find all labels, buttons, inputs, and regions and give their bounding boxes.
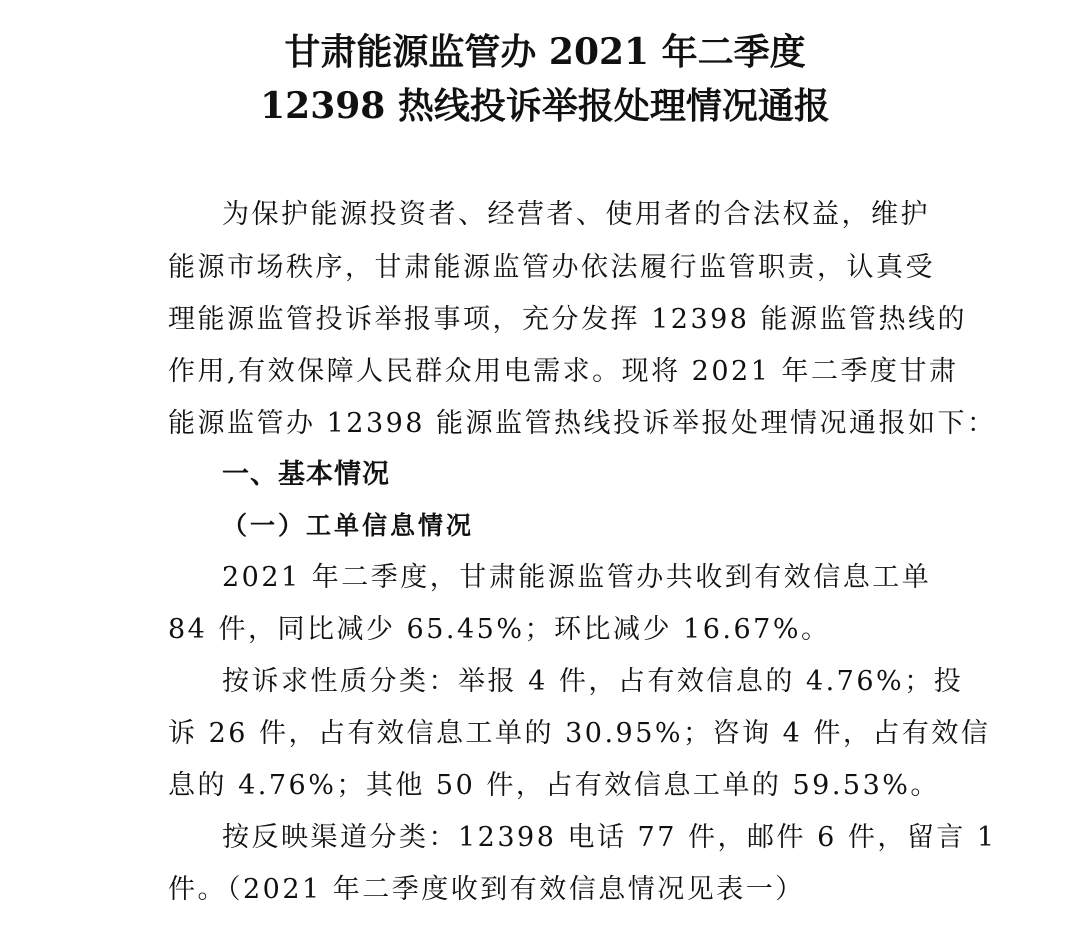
- paragraph-2-line-2: 84 件，同比减少 65.45%；环比减少 16.67%。: [168, 614, 831, 645]
- paragraph-4-line-1: 按反映渠道分类：12398 电话 77 件，邮件 6 件，留言 1: [222, 822, 997, 853]
- section-heading-basic-situation: 一、基本情况: [222, 459, 390, 490]
- paragraph-1-line-5: 能源监管办 12398 能源监管热线投诉举报处理情况通报如下：: [168, 408, 997, 439]
- paragraph-1-line-2: 能源市场秩序，甘肃能源监管办依法履行监管职责，认真受: [168, 252, 935, 283]
- paragraph-3-line-1: 按诉求性质分类：举报 4 件，占有效信息的 4.76%；投: [222, 666, 964, 697]
- paragraph-3-line-2: 诉 26 件，占有效信息工单的 30.95%；咨询 4 件，占有效信: [168, 718, 991, 749]
- subsection-heading-work-order-info: （一）工单信息情况: [222, 511, 475, 540]
- document-title-line-2: 12398 热线投诉举报处理情况通报: [260, 85, 830, 127]
- paragraph-1-line-3: 理能源监管投诉举报事项，充分发挥 12398 能源监管热线的: [168, 304, 968, 335]
- paragraph-3-line-3: 息的 4.76%；其他 50 件，占有效信息工单的 59.53%。: [168, 770, 940, 801]
- paragraph-2-line-1: 2021 年二季度，甘肃能源监管办共收到有效信息工单: [222, 562, 932, 593]
- document-title-line-1: 甘肃能源监管办 2021 年二季度: [284, 31, 806, 73]
- paragraph-1-line-1: 为保护能源投资者、经营者、使用者的合法权益，维护: [222, 199, 930, 230]
- paragraph-1-line-4: 作用,有效保障人民群众用电需求。现将 2021 年二季度甘肃: [168, 356, 959, 387]
- paragraph-4-line-2: 件。（2021 年二季度收到有效信息情况见表一）: [168, 874, 805, 905]
